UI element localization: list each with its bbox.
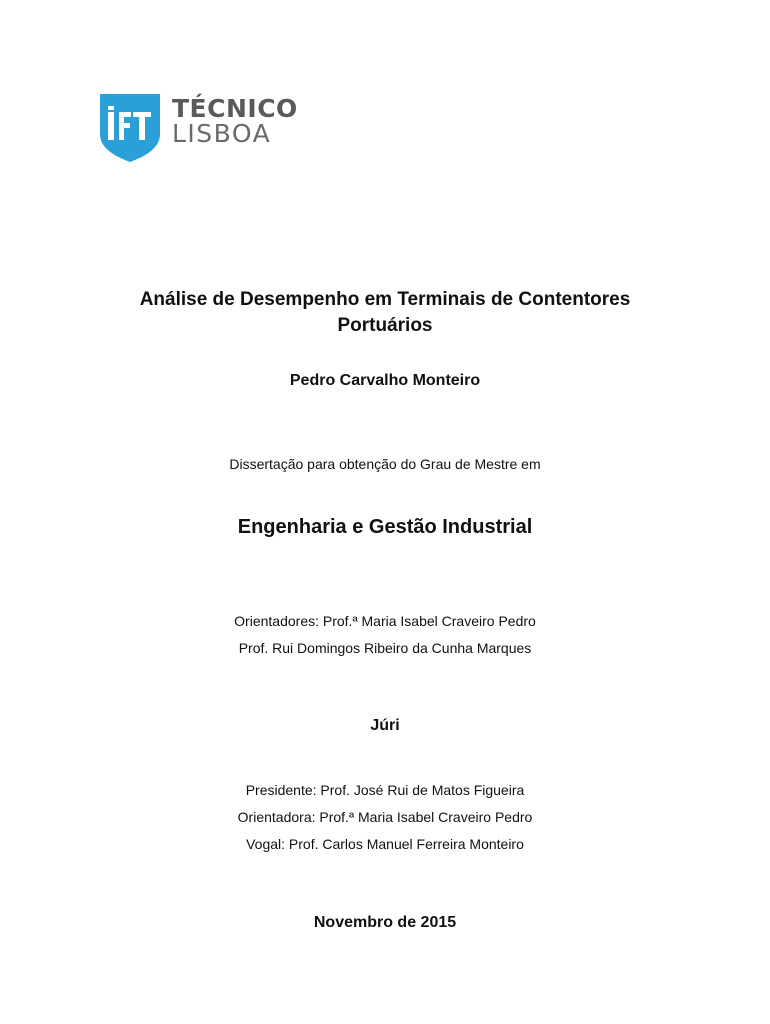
jury-block	[0, 777, 770, 858]
jury-heading: Júri	[370, 717, 400, 734]
submission-date: Novembro de 2015	[313, 914, 457, 931]
thesis-title	[0, 287, 770, 339]
logo-wordmark	[172, 96, 298, 146]
ist-shield-icon	[100, 94, 160, 162]
logo-line1: TÉCNICO	[172, 94, 298, 123]
jury-member: Presidente: Prof. José Rui de Matos Figueira	[245, 782, 525, 798]
advisor-line: Orientadores: Prof.ª Maria Isabel Craveiro Pedro	[234, 613, 536, 629]
degree-intro: Dissertação para obtenção do Grau de Mestre em	[229, 456, 541, 472]
jury-member: Vogal: Prof. Carlos Manuel Ferreira Monteiro	[246, 836, 524, 852]
thesis-title-line2: Portuários	[337, 315, 433, 336]
degree-name: Engenharia e Gestão Industrial	[237, 516, 533, 538]
institution-logo	[100, 94, 298, 164]
author-name: Pedro Carvalho Monteiro	[289, 372, 481, 389]
thesis-title-line1: Análise de Desempenho em Terminais de Contentores	[139, 289, 631, 310]
jury-member: Orientadora: Prof.ª Maria Isabel Craveiro Pedro	[237, 809, 533, 825]
advisors-block	[0, 608, 770, 662]
logo-line2: LISBOA	[172, 119, 272, 148]
advisor-line: Prof. Rui Domingos Ribeiro da Cunha Marques	[238, 640, 532, 656]
